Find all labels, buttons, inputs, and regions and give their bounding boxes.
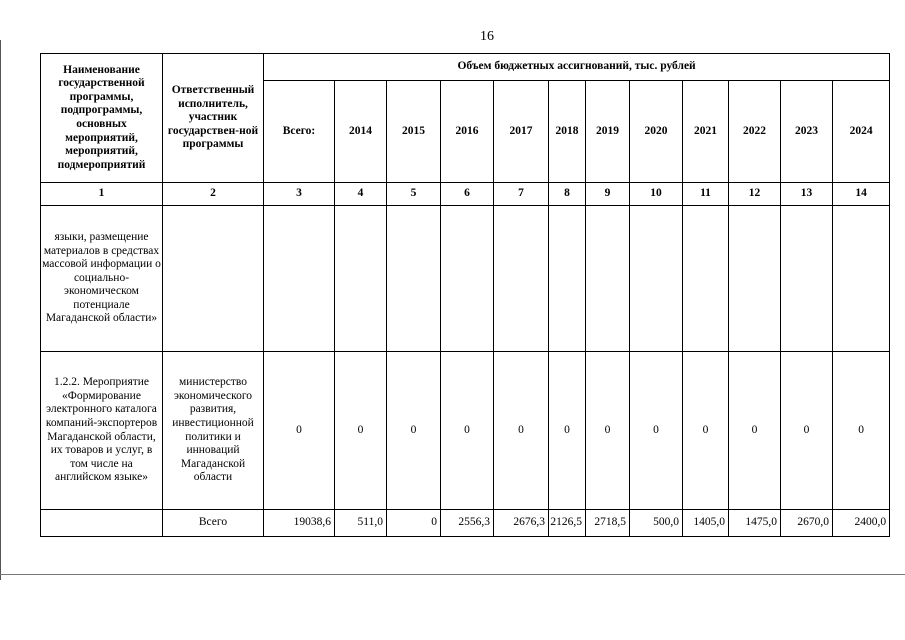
- row-value: 0: [833, 352, 890, 510]
- total-value: 1405,0: [683, 510, 729, 537]
- header-year: 2017: [494, 81, 549, 183]
- header-program-name: Наименование государственной программы, подпрограммы, основных мероприятий, мероприятий, подмероприятий: [41, 54, 163, 183]
- total-value: 2400,0: [833, 510, 890, 537]
- row-value: 0: [264, 352, 335, 510]
- header-total: Всего:: [264, 81, 335, 183]
- header-year: 2015: [387, 81, 441, 183]
- header-year: 2014: [335, 81, 387, 183]
- row-value: [441, 206, 494, 352]
- table-row: [41, 352, 890, 510]
- column-number: 10: [630, 183, 683, 206]
- header-year: 2022: [729, 81, 781, 183]
- header-year: 2023: [781, 81, 833, 183]
- row-value: 0: [630, 352, 683, 510]
- budget-table: [40, 53, 890, 537]
- header-year: 2020: [630, 81, 683, 183]
- row-value: [335, 206, 387, 352]
- header-year: 2021: [683, 81, 729, 183]
- total-value: 0: [387, 510, 441, 537]
- column-number: 2: [163, 183, 264, 206]
- total-value: 1475,0: [729, 510, 781, 537]
- total-value: 2556,3: [441, 510, 494, 537]
- row-value: 0: [441, 352, 494, 510]
- row-value: [586, 206, 630, 352]
- row-executor: [163, 206, 264, 352]
- column-number: 8: [549, 183, 586, 206]
- column-number: 7: [494, 183, 549, 206]
- total-row-name: [41, 510, 163, 537]
- total-row: [41, 510, 890, 537]
- column-number: 4: [335, 183, 387, 206]
- column-number: 1: [41, 183, 163, 206]
- row-program-name: языки, размещение материалов в средствах массовой информации о социально-экономическом потенциале Магаданской области»: [41, 206, 163, 352]
- column-number-row: [41, 183, 890, 206]
- row-value: 0: [549, 352, 586, 510]
- column-number: 14: [833, 183, 890, 206]
- table-row: [41, 206, 890, 352]
- header-year: 2016: [441, 81, 494, 183]
- column-number: 3: [264, 183, 335, 206]
- header-budget: Объем бюджетных ассигнований, тыс. рублей: [264, 54, 890, 81]
- column-number: 13: [781, 183, 833, 206]
- row-value: 0: [494, 352, 549, 510]
- column-number: 6: [441, 183, 494, 206]
- header-executor: Ответственный исполнитель, участник государствен-ной программы: [163, 54, 264, 183]
- total-value: 2126,5: [549, 510, 586, 537]
- total-value: 19038,6: [264, 510, 335, 537]
- row-value: 0: [781, 352, 833, 510]
- row-value: [729, 206, 781, 352]
- row-value: [781, 206, 833, 352]
- row-value: [683, 206, 729, 352]
- header-year: 2019: [586, 81, 630, 183]
- page-bottom-edge: [0, 574, 905, 575]
- column-number: 12: [729, 183, 781, 206]
- total-value: 2670,0: [781, 510, 833, 537]
- header-year: 2024: [833, 81, 890, 183]
- row-value: [387, 206, 441, 352]
- row-program-name: 1.2.2. Мероприятие «Формирование электронного каталога компаний-экспортеров Магаданской области, их товаров и услуг, в том числе на английском языке»: [41, 352, 163, 510]
- row-value: 0: [586, 352, 630, 510]
- column-number: 11: [683, 183, 729, 206]
- row-value: [833, 206, 890, 352]
- total-value: 500,0: [630, 510, 683, 537]
- column-number: 5: [387, 183, 441, 206]
- total-value: 2718,5: [586, 510, 630, 537]
- row-value: [494, 206, 549, 352]
- row-value: [630, 206, 683, 352]
- column-number: 9: [586, 183, 630, 206]
- row-executor: министерство экономического развития, инвестиционной политики и инноваций Магаданской области: [163, 352, 264, 510]
- total-value: 511,0: [335, 510, 387, 537]
- row-value: 0: [683, 352, 729, 510]
- header-year: 2018: [549, 81, 586, 183]
- total-row-label: Всего: [163, 510, 264, 537]
- row-value: 0: [729, 352, 781, 510]
- total-value: 2676,3: [494, 510, 549, 537]
- page-left-edge: [0, 40, 1, 580]
- row-value: [549, 206, 586, 352]
- page-number: 16: [480, 29, 494, 44]
- row-value: [264, 206, 335, 352]
- row-value: 0: [335, 352, 387, 510]
- row-value: 0: [387, 352, 441, 510]
